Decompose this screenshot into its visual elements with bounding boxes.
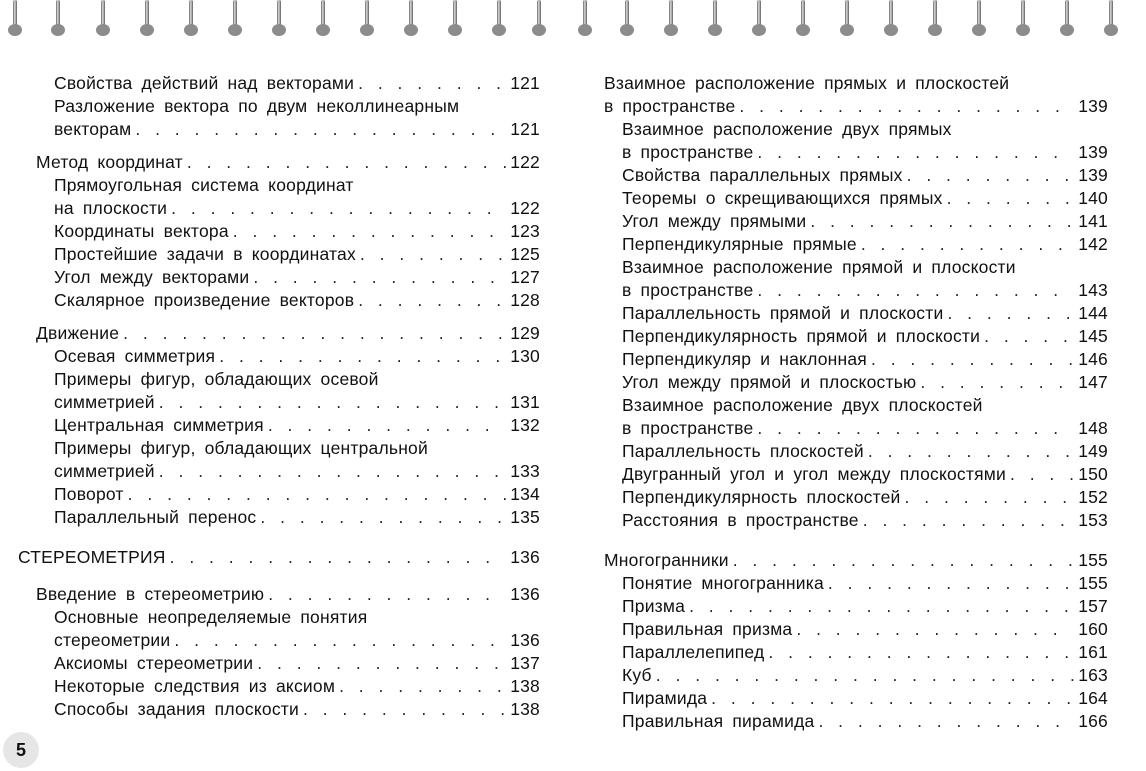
binding-ring: [1060, 0, 1074, 40]
binding-ring: [316, 0, 330, 40]
toc-entry[interactable]: на плоскости . . . 122: [0, 197, 540, 220]
binding-ring: [796, 0, 810, 40]
toc-entry[interactable]: симметрией . . . 131: [0, 391, 540, 414]
toc-entry-line: Основные неопределяемые понятия: [54, 607, 368, 627]
toc-entry-line: Разложение вектора по двум неколлинеарным: [54, 96, 460, 116]
toc-entry[interactable]: Призма . . . 157: [590, 595, 1108, 618]
toc-right-column: [590, 72, 1108, 733]
toc-entry[interactable]: Угол между векторами . . . 127: [0, 266, 540, 289]
toc-entry[interactable]: Угол между прямой и плоскостью . . . 147: [590, 371, 1108, 394]
toc-entry-line: Примеры фигур, обладающих осевой: [54, 369, 379, 389]
binding-ring: [360, 0, 374, 40]
binding-ring: [664, 0, 678, 40]
toc-left-column: [0, 72, 540, 721]
toc-entry[interactable]: Перпендикуляр и наклонная . . . 146: [590, 348, 1108, 371]
toc-part-entry[interactable]: СТЕРЕОМЕТРИЯ . . . 136: [0, 546, 540, 569]
binding-ring: [51, 0, 65, 40]
toc-entry-line: Взаимное расположение прямых и плоскостей: [604, 73, 1010, 93]
binding-ring: [8, 0, 22, 40]
binding-ring: [272, 0, 286, 40]
toc-entry[interactable]: Понятие многогранника . . . 155: [590, 572, 1108, 595]
toc-entry-line: Примеры фигур, обладающих центральной: [54, 438, 428, 458]
toc-entry[interactable]: Перпендикулярные прямые . . . 142: [590, 233, 1108, 256]
toc-entry[interactable]: Центральная симметрия . . . 132: [0, 414, 540, 437]
binding-ring: [884, 0, 898, 40]
toc-entry[interactable]: Простейшие задачи в координатах . . . 125: [0, 243, 540, 266]
binding-ring: [620, 0, 634, 40]
toc-entry[interactable]: Правильная призма . . . 160: [590, 618, 1108, 641]
binding-ring: [140, 0, 154, 40]
binding-ring: [492, 0, 506, 40]
toc-entry[interactable]: Способы задания плоскости . . . 138: [0, 698, 540, 721]
toc-entry[interactable]: Скалярное произведение векторов . . . 128: [0, 289, 540, 312]
toc-section-entry[interactable]: в пространстве . . . 139: [590, 95, 1108, 118]
toc-entry-line: Взаимное расположение двух плоскостей: [622, 395, 983, 415]
binding-ring: [184, 0, 198, 40]
toc-entry[interactable]: в пространстве . . . 143: [590, 279, 1108, 302]
toc-section-entry[interactable]: Введение в стереометрию . . . 136: [0, 583, 540, 606]
toc-entry[interactable]: Расстояния в пространстве . . . 153: [590, 509, 1108, 532]
binding-ring: [448, 0, 462, 40]
binding-ring: [752, 0, 766, 40]
binding-ring: [708, 0, 722, 40]
toc-entry[interactable]: Двугранный угол и угол между плоскостями . . . 150: [590, 463, 1108, 486]
toc-entry[interactable]: в пространстве . . . 148: [590, 417, 1108, 440]
toc-entry[interactable]: Теоремы о скрещивающихся прямых . . . 140: [590, 187, 1108, 210]
binding-ring: [404, 0, 418, 40]
binding-ring: [840, 0, 854, 40]
binding-ring: [1104, 0, 1118, 40]
toc-entry-line: Взаимное расположение прямой и плоскости: [622, 257, 1016, 277]
toc-entry[interactable]: симметрией . . . 133: [0, 460, 540, 483]
binding-ring: [578, 0, 592, 40]
toc-entry-line: Прямоугольная система координат: [54, 175, 354, 195]
toc-entry[interactable]: Перпендикулярность прямой и плоскости . . . 145: [590, 325, 1108, 348]
toc-entry[interactable]: Куб . . . 163: [590, 664, 1108, 687]
binding-ring: [532, 0, 546, 40]
toc-entry[interactable]: векторам . . . 121: [0, 118, 540, 141]
toc-entry[interactable]: Свойства параллельных прямых . . . 139: [590, 164, 1108, 187]
toc-entry[interactable]: Некоторые следствия из аксиом . . . 138: [0, 675, 540, 698]
binding-ring: [228, 0, 242, 40]
toc-section-entry[interactable]: Метод координат . . . 122: [0, 151, 540, 174]
toc-section-entry[interactable]: Многогранники . . . 155: [590, 549, 1108, 572]
toc-entry[interactable]: Параллельный перенос . . . 135: [0, 506, 540, 529]
toc-entry[interactable]: Координаты вектора . . . 123: [0, 220, 540, 243]
toc-entry[interactable]: Перпендикулярность плоскостей . . . 152: [590, 486, 1108, 509]
toc-entry[interactable]: Параллелепипед . . . 161: [590, 641, 1108, 664]
toc-entry[interactable]: в пространстве . . . 139: [590, 141, 1108, 164]
spiral-binding: [0, 0, 1146, 42]
binding-ring: [1016, 0, 1030, 40]
binding-ring: [96, 0, 110, 40]
toc-entry[interactable]: Пирамида . . . 164: [590, 687, 1108, 710]
toc-entry[interactable]: Параллельность прямой и плоскости . . . 144: [590, 302, 1108, 325]
toc-entry-line: Взаимное расположение двух прямых: [622, 119, 952, 139]
toc-entry[interactable]: Поворот . . . 134: [0, 483, 540, 506]
toc-entry[interactable]: Угол между прямыми . . . 141: [590, 210, 1108, 233]
page-number-badge: 5: [3, 732, 39, 768]
toc-entry[interactable]: Правильная пирамида . . . 166: [590, 710, 1108, 733]
toc-entry[interactable]: Параллельность плоскостей . . . 149: [590, 440, 1108, 463]
toc-entry[interactable]: Осевая симметрия . . . 130: [0, 345, 540, 368]
binding-ring: [928, 0, 942, 40]
toc-entry[interactable]: стереометрии . . . 136: [0, 629, 540, 652]
binding-ring: [972, 0, 986, 40]
toc-entry[interactable]: Аксиомы стереометрии . . . 137: [0, 652, 540, 675]
toc-section-entry[interactable]: Движение . . . 129: [0, 322, 540, 345]
toc-entry[interactable]: Свойства действий над векторами . . . 121: [0, 72, 540, 95]
